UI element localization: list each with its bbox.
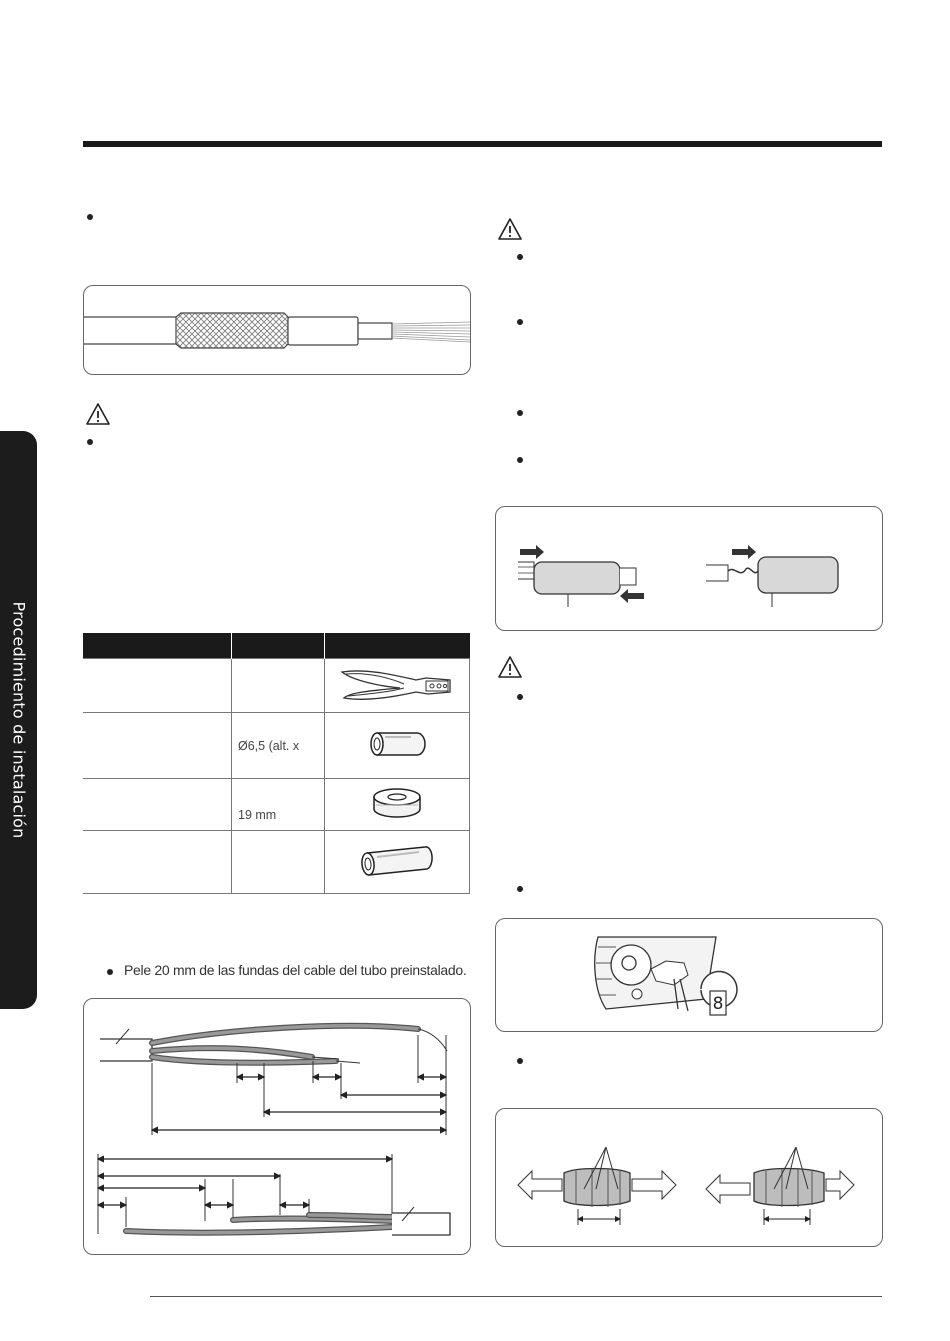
warning-icon	[497, 655, 523, 679]
section-side-tab	[0, 431, 37, 1009]
strip-instruction-text: Pele 20 mm de las fundas del cable del tubo preinstalado.	[124, 962, 467, 978]
bullet-point	[87, 214, 93, 220]
shielded-cable-figure	[83, 285, 471, 375]
crimping-tool-icon	[338, 664, 456, 704]
crimp-figure	[495, 918, 883, 1032]
tape-wrap-figure	[495, 1108, 883, 1247]
stripped-cable-figure	[83, 998, 471, 1255]
side-tab-label: Procedimiento de instalación	[9, 601, 29, 839]
warning-icon	[85, 402, 111, 426]
tape-wrap-diagram	[496, 1109, 882, 1246]
tools-table	[83, 633, 470, 894]
connection-sleeve-icon	[357, 843, 437, 879]
bullet-point	[517, 457, 523, 463]
bullet-point	[517, 254, 523, 260]
table-row	[83, 779, 470, 831]
table-row	[83, 713, 470, 779]
bullet-point	[517, 410, 523, 416]
footer-rule	[150, 1296, 882, 1297]
bullet-point	[517, 319, 523, 325]
table-cell-spec	[232, 831, 325, 894]
table-cell-spec: Ø6,5 (alt. x	[232, 713, 325, 779]
sleeve-left	[518, 545, 644, 607]
crimp-label: 8	[712, 994, 724, 1014]
wrap-left	[518, 1147, 676, 1225]
table-cell-spec	[232, 659, 325, 713]
bullet-point	[517, 886, 523, 892]
sleeve-right	[706, 545, 838, 607]
header-rule	[83, 141, 882, 147]
stripped-cable-diagram	[84, 999, 470, 1254]
bullet-point	[517, 1058, 523, 1064]
insulation-tape-icon	[370, 785, 424, 821]
closed-end-sleeve-icon	[367, 727, 427, 761]
crimp-tool-diagram	[496, 919, 882, 1031]
bullet-point	[107, 969, 113, 975]
table-row	[83, 831, 470, 894]
warning-icon	[497, 217, 523, 241]
sleeve-insertion-figure	[495, 506, 883, 631]
table-cell-spec: 19 mm	[232, 779, 325, 831]
sleeve-insertion-diagram	[496, 507, 882, 630]
table-header-row	[83, 633, 470, 659]
bullet-point	[517, 694, 523, 700]
table-row	[83, 659, 470, 713]
bullet-point	[87, 439, 93, 445]
wrap-right	[706, 1147, 854, 1225]
shielded-cable-icon	[84, 286, 470, 374]
